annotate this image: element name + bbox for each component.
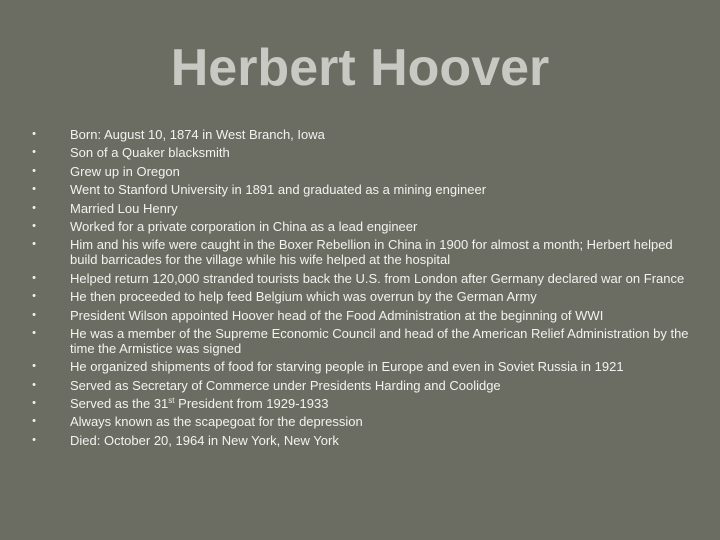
bullet-text-pre: Served as the 31 [70,396,169,412]
bullet-text: Him and his wife were caught in the Boxer Rebellion in China in 1900 for almost a month; Herbert helped build barricades for the village while his wife helped at the hospital [70,237,673,268]
bullet-item-died [30,433,690,448]
bullet-item-childhood [30,164,690,179]
bullet-item-parent [30,145,690,160]
bullet-item-marriage [30,201,690,216]
bullet-text: Served as Secretary of Commerce under Presidents Harding and Coolidge [70,377,501,393]
bullet-icon: • [32,128,36,140]
bullet-item-secretary-of-commerce [30,378,690,393]
bullet-item-stranded-tourists [30,271,690,286]
bullet-item-china-work [30,219,690,234]
bullet-text: He was a member of the Supreme Economic Council and head of the American Relief Administration by the time the Armistice was signed [70,325,689,356]
bullet-text: Helped return 120,000 stranded tourists back the U.S. from London after Germany declared war on France [70,270,685,286]
bullet-icon: • [32,164,36,177]
bullet-text: He organized shipments of food for starving people in Europe and even in Soviet Russia in 1921 [70,359,624,375]
bullet-text: Worked for a private corporation in China as a lead engineer [70,218,418,234]
bullet-text: Grew up in Oregon [70,163,180,179]
bullet-icon: • [32,308,36,321]
bullet-item-food-administration [30,308,690,323]
bullet-icon: • [32,433,36,446]
bullet-icon: • [32,397,36,410]
bullet-icon: • [32,183,36,196]
bullet-icon: • [32,271,36,284]
bullet-item-economic-council [30,326,690,356]
bullet-icon: • [32,146,36,159]
bullet-text [70,396,690,411]
bullet-text: President Wilson appointed Hoover head of the Food Administration at the beginning of WWI [70,307,604,323]
bullet-text: Went to Stanford University in 1891 and graduated as a mining engineer [70,182,487,198]
bullet-icon: • [32,415,36,428]
bullet-text: Son of a Quaker blacksmith [70,145,230,161]
bullet-list [30,127,690,451]
ordinal-superscript: st [168,396,175,406]
bullet-icon: • [32,360,36,373]
bullet-text: Always known as the scapegoat for the depression [70,414,363,430]
bullet-text: Married Lou Henry [70,200,178,216]
bullet-text-post: President from 1929-1933 [174,396,329,412]
bullet-text: He then proceeded to help feed Belgium which was overrun by the German Army [70,289,537,305]
bullet-item-food-shipments [30,359,690,374]
bullet-item-belgium [30,289,690,304]
bullet-icon: • [32,238,36,251]
bullet-text: Born: August 10, 1874 in West Branch, Iowa [70,127,325,142]
bullet-icon: • [32,326,36,339]
bullet-icon: • [32,219,36,232]
bullet-item-boxer-rebellion [30,237,690,267]
bullet-item-presidency [30,396,690,411]
bullet-item-scapegoat [30,414,690,429]
bullet-item-born [30,127,690,142]
bullet-text: Died: October 20, 1964 in New York, New York [70,432,339,448]
bullet-icon: • [32,201,36,214]
bullet-item-education [30,182,690,197]
bullet-icon: • [32,378,36,391]
slide-title: Herbert Hoover [170,39,550,97]
bullet-icon: • [32,290,36,303]
